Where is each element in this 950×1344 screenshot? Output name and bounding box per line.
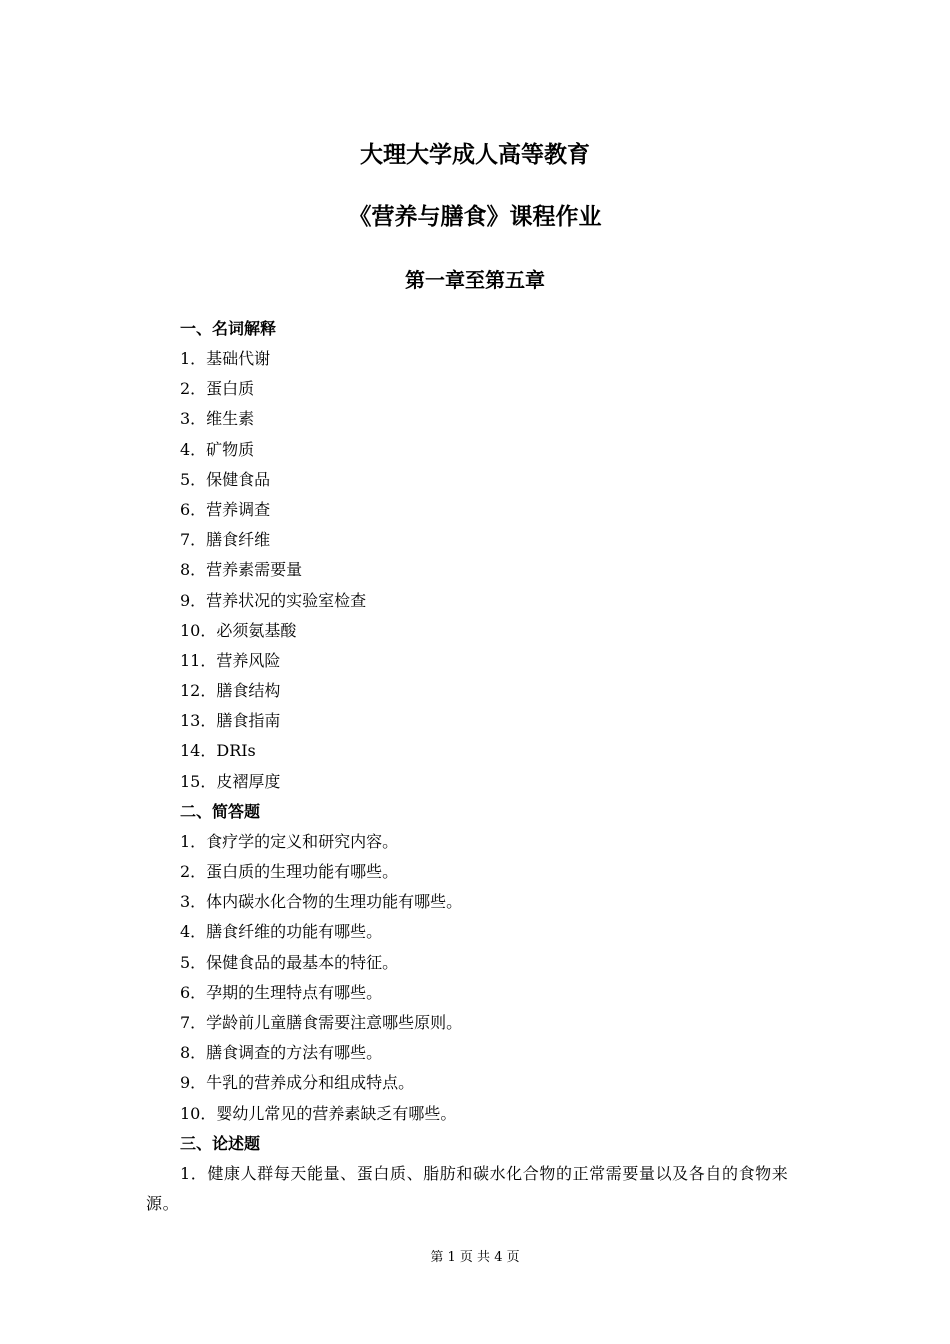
section-heading-essay: 三、论述题 <box>180 1133 261 1153</box>
list-item: 11．营养风险 <box>180 650 281 670</box>
list-item: 6．孕期的生理特点有哪些。 <box>180 982 383 1002</box>
list-item: 1．基础代谢 <box>180 349 271 368</box>
list-item: 12．膳食结构 <box>180 681 281 701</box>
list-item: 9．营养状况的实验室检查 <box>180 590 367 610</box>
list-item: 7．学龄前儿童膳食需要注意哪些原则。 <box>180 1012 463 1032</box>
list-item: 7．膳食纤维 <box>180 530 271 550</box>
list-item: 14．DRIs <box>180 741 256 761</box>
section-heading-short-answer: 二、简答题 <box>180 801 261 821</box>
document-body <box>0 314 950 1219</box>
list-item: 8．营养素需要量 <box>180 560 303 580</box>
page-number-footer: 第 1 页 共 4 页 <box>430 1250 520 1265</box>
list-item: 9．牛乳的营养成分和组成特点。 <box>180 1073 415 1093</box>
list-item: 10．必须氨基酸 <box>180 620 297 640</box>
list-item: 2．蛋白质 <box>180 379 255 399</box>
list-item: 3．体内碳水化合物的生理功能有哪些。 <box>180 892 463 912</box>
list-item: 6．营养调查 <box>180 499 271 519</box>
list-item: 1．食疗学的定义和研究内容。 <box>180 831 399 851</box>
list-item: 4．矿物质 <box>180 439 255 459</box>
document-title-institution: 大理大学成人高等教育 <box>360 142 590 168</box>
list-item: 4．膳食纤维的功能有哪些。 <box>180 922 383 942</box>
list-item: 3．维生素 <box>180 409 255 429</box>
list-item: 5．保健食品 <box>180 469 271 489</box>
list-item: 10．婴幼儿常见的营养素缺乏有哪些。 <box>180 1103 457 1123</box>
list-item: 13．膳食指南 <box>180 711 281 731</box>
list-item: 15．皮褶厚度 <box>180 771 281 791</box>
document-title-chapters: 第一章至第五章 <box>405 268 545 292</box>
list-item: 5．保健食品的最基本的特征。 <box>180 952 399 972</box>
essay-question: 1．健康人群每天能量、蛋白质、脂肪和碳水化合物的正常需要量以及各自的食物来源。 <box>146 1163 789 1213</box>
list-item: 2．蛋白质的生理功能有哪些。 <box>180 862 399 881</box>
document-title-course: 《营养与膳食》课程作业 <box>348 204 602 230</box>
section-heading-term-definitions: 一、名词解释 <box>180 319 277 338</box>
list-item: 8．膳食调查的方法有哪些。 <box>180 1043 383 1063</box>
